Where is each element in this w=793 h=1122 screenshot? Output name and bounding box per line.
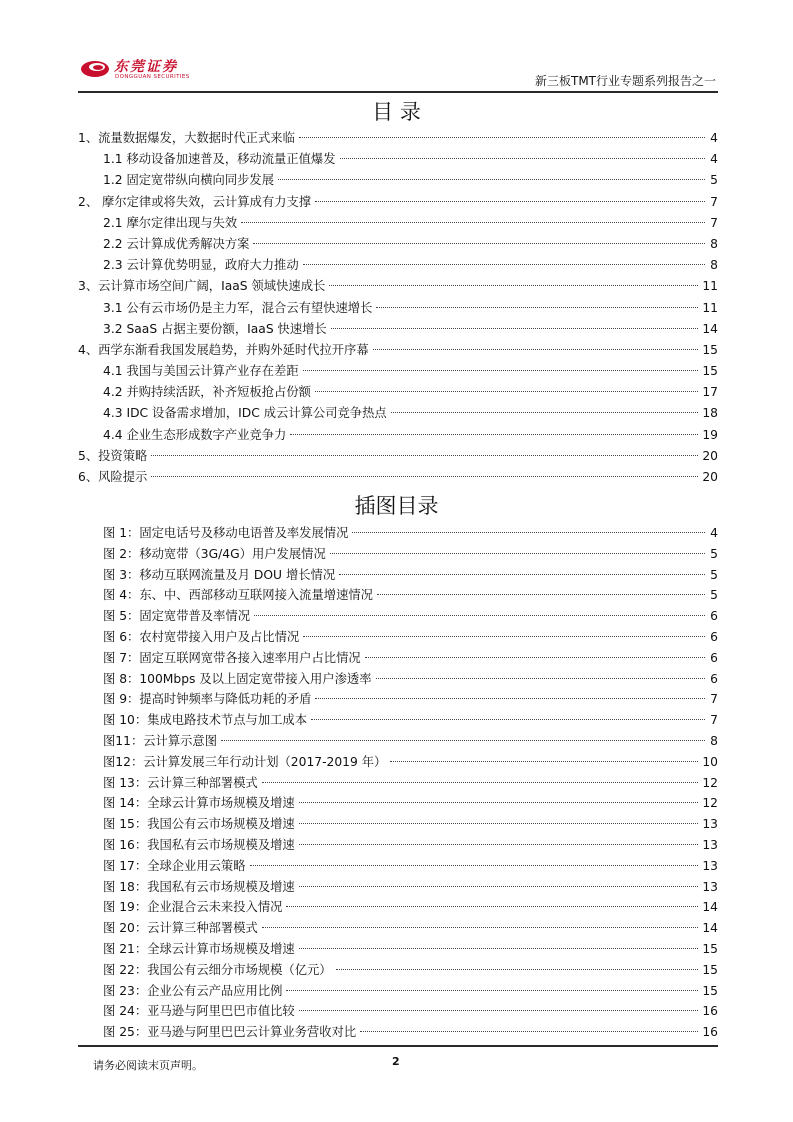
entry-label: 2.3 云计算优势明显，政府大力推动 bbox=[103, 258, 299, 273]
dot-leader bbox=[376, 307, 698, 308]
entry-label: 图 13：云计算三种部署模式 bbox=[103, 775, 258, 790]
toc-entry[interactable] bbox=[78, 298, 718, 319]
entry-page-number: 5 bbox=[710, 588, 718, 603]
entry-page-number: 12 bbox=[702, 796, 718, 811]
entry-label: 1.2 固定宽带纵向横向同步发展 bbox=[103, 173, 275, 188]
entry-label: 4、西学东渐看我国发展趋势，并购外延时代拉开序幕 bbox=[78, 342, 369, 357]
dot-leader bbox=[278, 179, 705, 180]
figure-entry[interactable] bbox=[78, 565, 718, 586]
dot-leader bbox=[303, 636, 705, 637]
entry-label: 2、 摩尔定律或将失效，云计算成有力支撑 bbox=[78, 194, 312, 209]
dot-leader bbox=[329, 285, 698, 286]
entry-label: 图 14：全球云计算市场规模及增速 bbox=[103, 796, 295, 811]
dot-leader bbox=[315, 698, 705, 699]
figure-entry[interactable] bbox=[78, 981, 718, 1002]
entry-page-number: 19 bbox=[702, 427, 718, 442]
entry-page-number: 12 bbox=[702, 775, 718, 790]
dot-leader bbox=[299, 844, 699, 845]
dot-leader bbox=[299, 886, 699, 887]
entry-page-number: 16 bbox=[702, 1025, 718, 1040]
entry-page-number: 8 bbox=[710, 258, 718, 273]
dot-leader bbox=[339, 574, 705, 575]
toc-entry[interactable] bbox=[78, 361, 718, 382]
figure-entry[interactable] bbox=[78, 648, 718, 669]
entry-page-number: 8 bbox=[710, 236, 718, 251]
figure-entry[interactable] bbox=[78, 835, 718, 856]
entry-page-number: 15 bbox=[702, 983, 718, 998]
dot-leader bbox=[299, 802, 699, 803]
figure-entry[interactable] bbox=[78, 939, 718, 960]
dot-leader bbox=[151, 455, 698, 456]
entry-page-number: 15 bbox=[702, 342, 718, 357]
entry-page-number: 4 bbox=[710, 131, 718, 145]
entry-label: 1、流量数据爆发，大数据时代正式来临 bbox=[78, 131, 295, 145]
figure-entry[interactable] bbox=[78, 960, 718, 981]
dot-leader bbox=[331, 328, 699, 329]
entry-page-number: 7 bbox=[710, 713, 718, 728]
figure-entry[interactable] bbox=[78, 710, 718, 731]
company-logo bbox=[78, 56, 228, 86]
entry-label: 图 15：我国公有云市场规模及增速 bbox=[103, 817, 295, 832]
entry-page-number: 10 bbox=[702, 754, 718, 769]
dot-leader bbox=[311, 719, 705, 720]
dot-leader bbox=[352, 532, 705, 533]
dot-leader bbox=[286, 990, 698, 991]
toc-title: 目 录 bbox=[372, 100, 421, 124]
dot-leader bbox=[390, 761, 698, 762]
entry-label: 图 24：亚马逊与阿里巴巴市值比较 bbox=[103, 1004, 295, 1019]
figure-entry[interactable] bbox=[78, 1022, 718, 1043]
report-series-title: 新三板TMT行业专题系列报告之一 bbox=[534, 74, 716, 88]
figure-entry[interactable] bbox=[78, 918, 718, 939]
dot-leader bbox=[299, 823, 699, 824]
figure-entry[interactable] bbox=[78, 669, 718, 690]
figure-entry[interactable] bbox=[78, 793, 718, 814]
entry-page-number: 20 bbox=[702, 470, 718, 484]
toc-entry[interactable] bbox=[78, 276, 718, 297]
entry-page-number: 16 bbox=[702, 1004, 718, 1019]
dot-leader bbox=[151, 476, 698, 477]
entry-label: 5、投资策略 bbox=[78, 448, 148, 463]
dot-leader bbox=[391, 412, 699, 413]
entry-label: 图 8：100Mbps 及以上固定宽带接入用户渗透率 bbox=[103, 671, 372, 686]
entry-label: 4.2 并购持续活跃，补齐短板抢占份额 bbox=[103, 385, 311, 400]
entry-page-number: 4 bbox=[710, 526, 718, 540]
entry-page-number: 11 bbox=[702, 300, 718, 315]
entry-label: 图12：云计算发展三年行动计划（2017-2019 年） bbox=[103, 754, 387, 769]
footer-disclaimer: 请务必阅读末页声明。 bbox=[93, 1059, 203, 1072]
entry-label: 图 21：全球云计算市场规模及增速 bbox=[103, 941, 295, 956]
dot-leader bbox=[365, 657, 705, 658]
figure-list bbox=[78, 523, 718, 1043]
dot-leader bbox=[303, 370, 699, 371]
toc-entry[interactable] bbox=[78, 170, 718, 191]
entry-page-number: 6 bbox=[710, 650, 718, 665]
entry-page-number: 6 bbox=[710, 629, 718, 644]
dot-leader bbox=[299, 1010, 699, 1011]
figure-entry[interactable] bbox=[78, 752, 718, 773]
logo-english-text: DONGGUAN SECURITIES bbox=[115, 74, 190, 80]
toc-entry[interactable] bbox=[78, 403, 718, 424]
toc-entry[interactable] bbox=[78, 467, 718, 488]
dot-leader bbox=[221, 740, 705, 741]
figure-entry[interactable] bbox=[78, 523, 718, 544]
entry-page-number: 8 bbox=[710, 733, 718, 748]
toc-list bbox=[78, 128, 718, 488]
dot-leader bbox=[373, 349, 699, 350]
dot-leader bbox=[262, 927, 699, 928]
logo-text: 东莞证券 bbox=[114, 59, 178, 75]
dot-leader bbox=[303, 264, 705, 265]
entry-label: 图 1：固定电话号及移动电语普及率发展情况 bbox=[103, 526, 349, 540]
dot-leader bbox=[336, 969, 699, 970]
entry-label: 图 18：我国私有云市场规模及增速 bbox=[103, 879, 295, 894]
figure-entry[interactable] bbox=[78, 689, 718, 710]
dot-leader bbox=[253, 243, 705, 244]
entry-page-number: 5 bbox=[710, 567, 718, 582]
entry-page-number: 20 bbox=[702, 448, 718, 463]
toc-entry[interactable] bbox=[78, 340, 718, 361]
entry-page-number: 7 bbox=[710, 692, 718, 707]
entry-label: 图 9：提高时钟频率与降低功耗的矛盾 bbox=[103, 692, 312, 707]
toc-entry[interactable] bbox=[78, 128, 718, 149]
figure-entry[interactable] bbox=[78, 627, 718, 648]
dot-leader bbox=[330, 553, 705, 554]
toc-entry[interactable] bbox=[78, 234, 718, 255]
logo-swoosh-icon bbox=[80, 58, 110, 80]
toc-entry[interactable] bbox=[78, 255, 718, 276]
entry-label: 2.1 摩尔定律出现与失效 bbox=[103, 215, 238, 230]
entry-page-number: 7 bbox=[710, 194, 718, 209]
entry-label: 图 6：农村宽带接入用户及占比情况 bbox=[103, 629, 300, 644]
entry-page-number: 15 bbox=[702, 364, 718, 379]
entry-page-number: 6 bbox=[710, 609, 718, 624]
entry-label: 图 2：移动宽带（3G/4G）用户发展情况 bbox=[103, 546, 326, 561]
figure-entry[interactable] bbox=[78, 814, 718, 835]
figure-entry[interactable] bbox=[78, 1001, 718, 1022]
header-divider bbox=[78, 91, 718, 93]
figure-entry[interactable] bbox=[78, 897, 718, 918]
dot-leader bbox=[376, 678, 706, 679]
entry-label: 图 7：固定互联网宽带各接入速率用户占比情况 bbox=[103, 650, 361, 665]
figure-entry[interactable] bbox=[78, 544, 718, 565]
entry-label: 图 16：我国私有云市场规模及增速 bbox=[103, 837, 295, 852]
dot-leader bbox=[290, 434, 698, 435]
dot-leader bbox=[299, 948, 699, 949]
entry-label: 图 19：企业混合云未来投入情况 bbox=[103, 900, 283, 915]
dot-leader bbox=[262, 782, 699, 783]
entry-page-number: 13 bbox=[702, 817, 718, 832]
entry-label: 1.1 移动设备加速普及，移动流量正值爆发 bbox=[103, 152, 336, 167]
entry-label: 6、风险提示 bbox=[78, 470, 148, 484]
entry-page-number: 17 bbox=[702, 385, 718, 400]
entry-label: 4.1 我国与美国云计算产业存在差距 bbox=[103, 364, 299, 379]
entry-page-number: 15 bbox=[702, 962, 718, 977]
entry-label: 图 10：集成电路技术节点与加工成本 bbox=[103, 713, 308, 728]
entry-page-number: 18 bbox=[702, 406, 718, 421]
figure-list-title: 插图目录 bbox=[354, 494, 439, 518]
entry-label: 图 5：固定宽带普及率情况 bbox=[103, 609, 250, 624]
dot-leader bbox=[360, 1031, 698, 1032]
page-number: 2 bbox=[392, 1055, 400, 1068]
entry-label: 图 25：亚马逊与阿里巴巴云计算业务营收对比 bbox=[103, 1025, 357, 1040]
dot-leader bbox=[340, 158, 705, 159]
entry-label: 图 3：移动互联网流量及月 DOU 增长情况 bbox=[103, 567, 336, 582]
toc-entry[interactable] bbox=[78, 319, 718, 340]
entry-label: 2.2 云计算成优秀解决方案 bbox=[103, 236, 250, 251]
toc-entry[interactable] bbox=[78, 192, 718, 213]
entry-page-number: 13 bbox=[702, 858, 718, 873]
entry-page-number: 13 bbox=[702, 837, 718, 852]
entry-page-number: 5 bbox=[710, 546, 718, 561]
entry-page-number: 6 bbox=[710, 671, 718, 686]
entry-page-number: 4 bbox=[710, 152, 718, 167]
entry-page-number: 14 bbox=[702, 921, 718, 936]
entry-page-number: 5 bbox=[710, 173, 718, 188]
entry-label: 图 20：云计算三种部署模式 bbox=[103, 921, 258, 936]
figure-entry[interactable] bbox=[78, 585, 718, 606]
entry-page-number: 11 bbox=[702, 279, 718, 294]
entry-label: 4.4 企业生态形成数字产业竞争力 bbox=[103, 427, 287, 442]
dot-leader bbox=[241, 222, 705, 223]
page-header bbox=[78, 52, 718, 94]
entry-label: 3.1 公有云市场仍是主力军，混合云有望快速增长 bbox=[103, 300, 373, 315]
dot-leader bbox=[315, 391, 698, 392]
entry-label: 3、云计算市场空间广阔，IaaS 领域快速成长 bbox=[78, 279, 326, 294]
dot-leader bbox=[299, 137, 705, 138]
dot-leader bbox=[286, 906, 698, 907]
entry-page-number: 7 bbox=[710, 215, 718, 230]
dot-leader bbox=[315, 201, 705, 202]
entry-label: 3.2 SaaS 占据主要份额，IaaS 快速增长 bbox=[103, 321, 327, 336]
entry-label: 图 22：我国公有云细分市场规模（亿元） bbox=[103, 962, 332, 977]
figure-entry[interactable] bbox=[78, 606, 718, 627]
dot-leader bbox=[254, 615, 705, 616]
entry-label: 图 4：东、中、西部移动互联网接入流量增速情况 bbox=[103, 588, 373, 603]
toc-entry[interactable] bbox=[78, 149, 718, 170]
entry-page-number: 15 bbox=[702, 941, 718, 956]
figure-entry[interactable] bbox=[78, 773, 718, 794]
entry-label: 图 17：全球企业用云策略 bbox=[103, 858, 246, 873]
figure-entry[interactable] bbox=[78, 731, 718, 752]
dot-leader bbox=[250, 865, 699, 866]
toc-entry[interactable] bbox=[78, 446, 718, 467]
entry-label: 图11：云计算示意图 bbox=[103, 733, 218, 748]
entry-page-number: 13 bbox=[702, 879, 718, 894]
footer-divider bbox=[78, 1045, 718, 1047]
entry-page-number: 14 bbox=[702, 321, 718, 336]
toc-entry[interactable] bbox=[78, 425, 718, 446]
entry-page-number: 14 bbox=[702, 900, 718, 915]
figure-entry[interactable] bbox=[78, 856, 718, 877]
dot-leader bbox=[377, 594, 705, 595]
figure-entry[interactable] bbox=[78, 877, 718, 898]
entry-label: 图 23：企业公有云产品应用比例 bbox=[103, 983, 283, 998]
toc-entry[interactable] bbox=[78, 213, 718, 234]
entry-label: 4.3 IDC 设备需求增加，IDC 成云计算公司竞争热点 bbox=[103, 406, 387, 421]
toc-entry[interactable] bbox=[78, 382, 718, 403]
